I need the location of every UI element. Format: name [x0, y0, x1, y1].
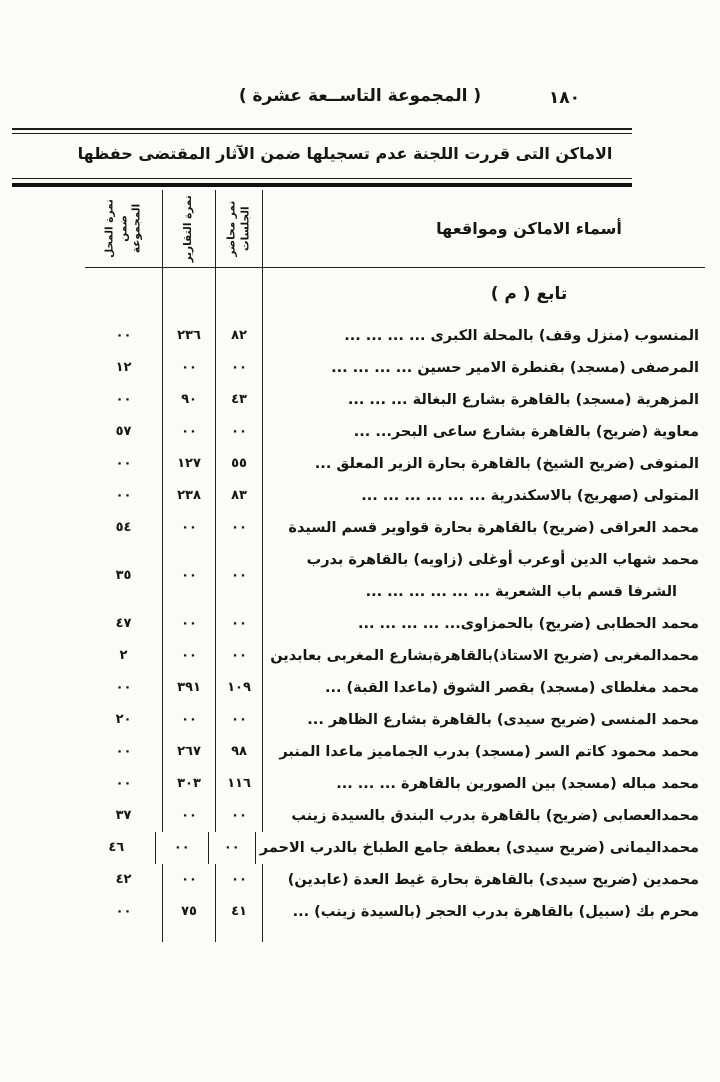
table-row — [85, 672, 705, 704]
table-row — [85, 544, 705, 608]
minutes-number-cell: ٤١ — [215, 896, 262, 928]
document-subtitle: الاماكن التى قررت اللجنة عدم تسجيلها ضمن الآثار المقتضى حفظها — [77, 144, 613, 163]
place-name-cell — [262, 384, 705, 416]
place-name: محمدين (ضريح سيدى) بالقاهرة بحارة غيط العدة (عابدين) — [287, 872, 699, 888]
table-header-row — [85, 190, 705, 268]
group-number-cell: ٥٤ — [115, 520, 132, 535]
place-name-cell — [262, 864, 705, 896]
table-row — [85, 448, 705, 480]
reports-number-cell: ٠٠ — [162, 416, 215, 448]
page-number: ١٨٠ — [548, 88, 580, 108]
table-row — [85, 480, 705, 512]
empty-cell — [215, 928, 262, 942]
group-number-cell: ١٢ — [115, 360, 132, 375]
group-number-cell: ٢ — [119, 648, 128, 663]
group-number-cell: ٠٠ — [115, 776, 132, 791]
minutes-number-cell: ٠٠ — [215, 864, 262, 896]
table-row — [85, 640, 705, 672]
empty-cell — [162, 928, 215, 942]
place-name-cell — [262, 896, 705, 928]
reports-column-header: نمرة التقارير — [162, 190, 215, 268]
minutes-number-cell: ٨٣ — [215, 480, 262, 512]
reports-number-cell: ٢٣٦ — [162, 320, 215, 352]
reports-number-cell: ٠٠ — [162, 800, 215, 832]
minutes-number-cell: ٨٢ — [215, 320, 262, 352]
group-number-cell: ٠٠ — [115, 744, 132, 759]
reports-number-cell: ٠٠ — [162, 544, 215, 608]
section-header-row — [85, 268, 705, 320]
place-name: معاوية (ضريح) بالقاهرة بشارع ساعى البحر... ... — [353, 424, 699, 440]
place-name-cell — [262, 608, 705, 640]
place-name: محمد الحطابى (ضريح) بالحمزاوى... ... ... ... ... — [357, 616, 699, 632]
place-name-cell — [262, 512, 705, 544]
place-name-cell — [262, 672, 705, 704]
empty-cell — [162, 268, 215, 320]
group-number-cell: ٠٠ — [115, 488, 132, 503]
minutes-number-cell: ٠٠ — [215, 800, 262, 832]
place-name-cell — [262, 640, 705, 672]
minutes-number-cell: ٠٠ — [215, 704, 262, 736]
minutes-number-cell: ٠٠ — [215, 416, 262, 448]
table-tail-row — [85, 928, 705, 942]
place-name: محمد مغلطاى (مسجد) بقصر الشوق (ماعدا القبة) ... — [324, 680, 699, 696]
table-row — [85, 384, 705, 416]
table-body — [85, 320, 705, 928]
place-name-cell — [262, 768, 705, 800]
group-number-cell: ٠٠ — [115, 456, 132, 471]
place-name: محمد المنسى (ضريح سيدى) بالقاهرة بشارع الظاهر ... — [307, 712, 699, 728]
minutes-number-cell: ٤٣ — [215, 384, 262, 416]
place-name-cell — [262, 352, 705, 384]
place-name-cell — [262, 480, 705, 512]
horizontal-rule — [12, 133, 632, 134]
reports-number-cell: ٩٠ — [162, 384, 215, 416]
place-name: محمدالعصابى (ضريح) بالقاهرة بدرب البندق بالسيدة زينب — [291, 808, 699, 824]
place-name-cell — [262, 800, 705, 832]
group-number-cell: ٥٧ — [115, 424, 132, 439]
table-row — [85, 736, 705, 768]
place-name-cell — [262, 544, 705, 608]
place-name-cell — [262, 736, 705, 768]
minutes-number-cell: ٠٠ — [208, 832, 255, 864]
reports-number-cell: ٠٠ — [162, 704, 215, 736]
minutes-number-cell: ٠٠ — [215, 512, 262, 544]
section-label-cell — [262, 268, 705, 320]
table-row — [85, 704, 705, 736]
horizontal-rule — [12, 178, 632, 179]
table-row — [85, 352, 705, 384]
empty-cell — [262, 928, 705, 942]
section-label: تابع ( م ) — [490, 284, 568, 304]
place-name: المزهرية (مسجد) بالقاهرة بشارع البغالة ... ... ... — [347, 392, 699, 408]
reports-number-cell: ٧٥ — [162, 896, 215, 928]
group-column-header: نمرة المحل ضمن المجموعة — [85, 190, 162, 268]
empty-cell — [85, 928, 162, 942]
place-name: المنسوب (منزل وقف) بالمحلة الكبرى ... ... ... ... — [344, 328, 699, 344]
place-name: محمد العراقى (ضريح) بالقاهرة بحارة قواوير قسم السيدة — [288, 520, 699, 536]
place-name: محمد شهاب الدين أوعرب أوغلى (زاويه) بالقاهرة بدرب — [306, 552, 699, 568]
group-number-cell: ٤٧ — [115, 616, 132, 631]
reports-number-cell: ٠٠ — [162, 608, 215, 640]
place-name: محمدالمغربى (ضريح الاستاذ)بالقاهرةبشارع المغربى بعابدين — [270, 648, 699, 664]
place-name-cell — [262, 320, 705, 352]
reports-number-cell: ٠٠ — [162, 512, 215, 544]
reports-number-cell: ٠٠ — [155, 832, 208, 864]
reports-number-cell: ١٢٧ — [162, 448, 215, 480]
place-name-cell — [255, 832, 705, 864]
reports-number-cell: ٠٠ — [162, 352, 215, 384]
table-row — [85, 512, 705, 544]
minutes-number-cell: ٠٠ — [215, 640, 262, 672]
group-number-cell: ٢٠ — [115, 712, 132, 727]
reports-number-cell: ٢٣٨ — [162, 480, 215, 512]
group-number-cell: ٤٢ — [115, 872, 132, 887]
minutes-number-cell: ٠٠ — [215, 608, 262, 640]
group-number-cell: ٣٥ — [115, 568, 132, 583]
minutes-number-cell: ٠٠ — [215, 352, 262, 384]
place-name: المتولى (صهريج) بالاسكندرية ... ... ... ... ... ... — [361, 488, 699, 504]
horizontal-rule — [12, 128, 632, 130]
place-name: محمداليمانى (ضريح سيدى) بعطفة جامع الطباخ بالدرب الاحمر — [259, 840, 699, 856]
group-number-cell: ٠٠ — [115, 392, 132, 407]
reports-number-cell: ٣٠٣ — [162, 768, 215, 800]
minutes-number-cell: ١١٦ — [215, 768, 262, 800]
table-row — [85, 320, 705, 352]
reports-number-cell: ٠٠ — [162, 864, 215, 896]
minutes-column-header: نمر محاضر الجلسات — [215, 190, 262, 268]
group-number-cell: ٤٦ — [108, 840, 125, 855]
monuments-table — [85, 190, 705, 942]
table-row — [85, 768, 705, 800]
table-row — [85, 608, 705, 640]
empty-cell — [215, 268, 262, 320]
table-row — [85, 832, 705, 864]
reports-number-cell: ٠٠ — [162, 640, 215, 672]
minutes-number-cell: ١٠٩ — [215, 672, 262, 704]
place-name-continued: الشرفا قسم باب الشعرية ... ... ... ... ... ... — [365, 584, 677, 600]
reports-number-cell: ٢٦٧ — [162, 736, 215, 768]
group-number-cell: ٠٠ — [115, 328, 132, 343]
group-number-cell: ٣٧ — [115, 808, 132, 823]
minutes-number-cell: ٩٨ — [215, 736, 262, 768]
minutes-number-cell: ٠٠ — [215, 544, 262, 608]
place-name: المنوفى (ضريح الشيخ) بالقاهرة بحارة الزير المعلق ... — [314, 456, 699, 472]
table-row — [85, 416, 705, 448]
reports-number-cell: ٣٩١ — [162, 672, 215, 704]
place-name: محمد محمود كاتم السر (مسجد) بدرب الجماميز ماعدا المنبر — [279, 744, 699, 760]
empty-cell — [85, 268, 162, 320]
table-row — [85, 864, 705, 896]
place-name-cell — [262, 416, 705, 448]
minutes-number-cell: ٥٥ — [215, 448, 262, 480]
table-row — [85, 896, 705, 928]
book-title: ( المجموعة التاســعة عشرة ) — [238, 86, 482, 106]
place-name: المرصفى (مسجد) بقنطرة الامير حسين ... ... ... ... — [331, 360, 699, 376]
group-number-cell: ٠٠ — [115, 904, 132, 919]
table-row — [85, 800, 705, 832]
place-name-cell — [262, 448, 705, 480]
place-name-cell — [262, 704, 705, 736]
page-header — [0, 86, 720, 120]
place-name: محمد مباله (مسجد) بين الصورين بالقاهرة ... ... ... — [336, 776, 699, 792]
place-name: محرم بك (سبيل) بالقاهرة بدرب الحجر (بالسيدة زينب) ... — [292, 904, 699, 920]
horizontal-rule — [12, 183, 632, 187]
names-column-header: أسماء الاماكن ومواقعها — [262, 190, 705, 268]
group-number-cell: ٠٠ — [115, 680, 132, 695]
